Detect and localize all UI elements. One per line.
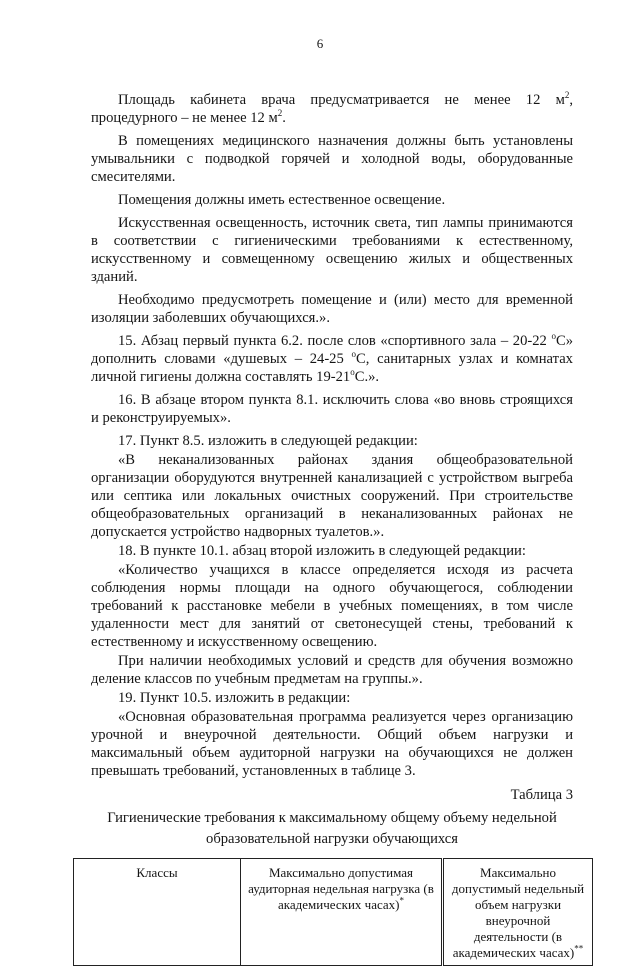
paragraph: В помещениях медицинского назначения должны быть установлены умывальники с подводкой горячей и холодной воды, оборудованные смесителями.	[91, 133, 573, 185]
table-header-cell: Классы	[74, 859, 241, 966]
paragraph: «В неканализованных районах здания общеобразовательной организации оборудуются внутренней канализацией с устройством выгреба или септика или локальных очистных сооружений. При строительстве общеобразовательных организаций в неканализованных районах не допускается устройство надворных туалетов.».	[91, 452, 573, 540]
document-body	[91, 90, 585, 966]
page-number: 6	[316, 36, 324, 51]
paragraph: Помещения должны иметь естественное освещение.	[118, 192, 446, 208]
table-header-row	[74, 859, 593, 966]
requirements-table	[73, 858, 593, 966]
paragraph: Площадь кабинета врача предусматривается не менее 12 $м^2$, процедурного – не менее 12 $м^2$.	[91, 90, 573, 126]
table-title: Гигиенические требования к максимальному общему объему недельной образовательной нагрузки обучающихся	[107, 810, 557, 847]
paragraph: «Основная образовательная программа реализуется через организацию урочной и внеурочной деятельности. Общий объем нагрузки и максимальный объем аудиторной нагрузки на обучающихся не должен превышать требований, установленных в таблице 3.	[91, 709, 573, 779]
table-header-cell: Максимально допустимая аудиторная недельная нагрузка (в академических часах)*	[241, 859, 443, 966]
paragraph: Необходимо предусмотреть помещение и (или) место для временной изоляции заболевших обучающихся.».	[91, 292, 573, 326]
paragraph: 16. В абзаце втором пункта 8.1. исключить слова «во вновь строящихся и реконструируемых».	[91, 392, 573, 426]
paragraph: Искусственная освещенность, источник света, тип лампы принимаются в соответствии с гигиеническими требованиями к естественному, искусственному и совмещенному освещению жилых и общественных зданий.	[91, 215, 573, 285]
paragraph: 17. Пункт 8.5. изложить в следующей редакции:	[118, 433, 418, 449]
paragraph: 15. Абзац первый пункта 6.2. после слов «спортивного зала – 20-22 $^о$С» дополнить словами «душевых – 24-25 $^о$С, санитарных узлах и комнатах личной гигиены должна составлять $19-21^оС$.».	[91, 331, 573, 385]
paragraph: При наличии необходимых условий и средств для обучения возможно деление классов по учебным предметам на группы.».	[91, 653, 573, 687]
paragraph: «Количество учащихся в классе определяется исходя из расчета соблюдения нормы площади на одного обучающегося, соблюдении требований к расстановке мебели в учебных помещениях, в том числе удаленности мест для занятий от светонесущей стены, требований к естественному и искусственному освещению.	[91, 562, 573, 650]
paragraph: 18. В пункте 10.1. абзац второй изложить в следующей редакции:	[118, 543, 526, 559]
paragraph: 19. Пункт 10.5. изложить в редакции:	[118, 690, 351, 706]
table-header-cell: Максимально допустимый недельный объем нагрузки внеурочной деятельности (в академических часах)**	[443, 859, 593, 966]
table-label: Таблица 3	[510, 787, 573, 803]
